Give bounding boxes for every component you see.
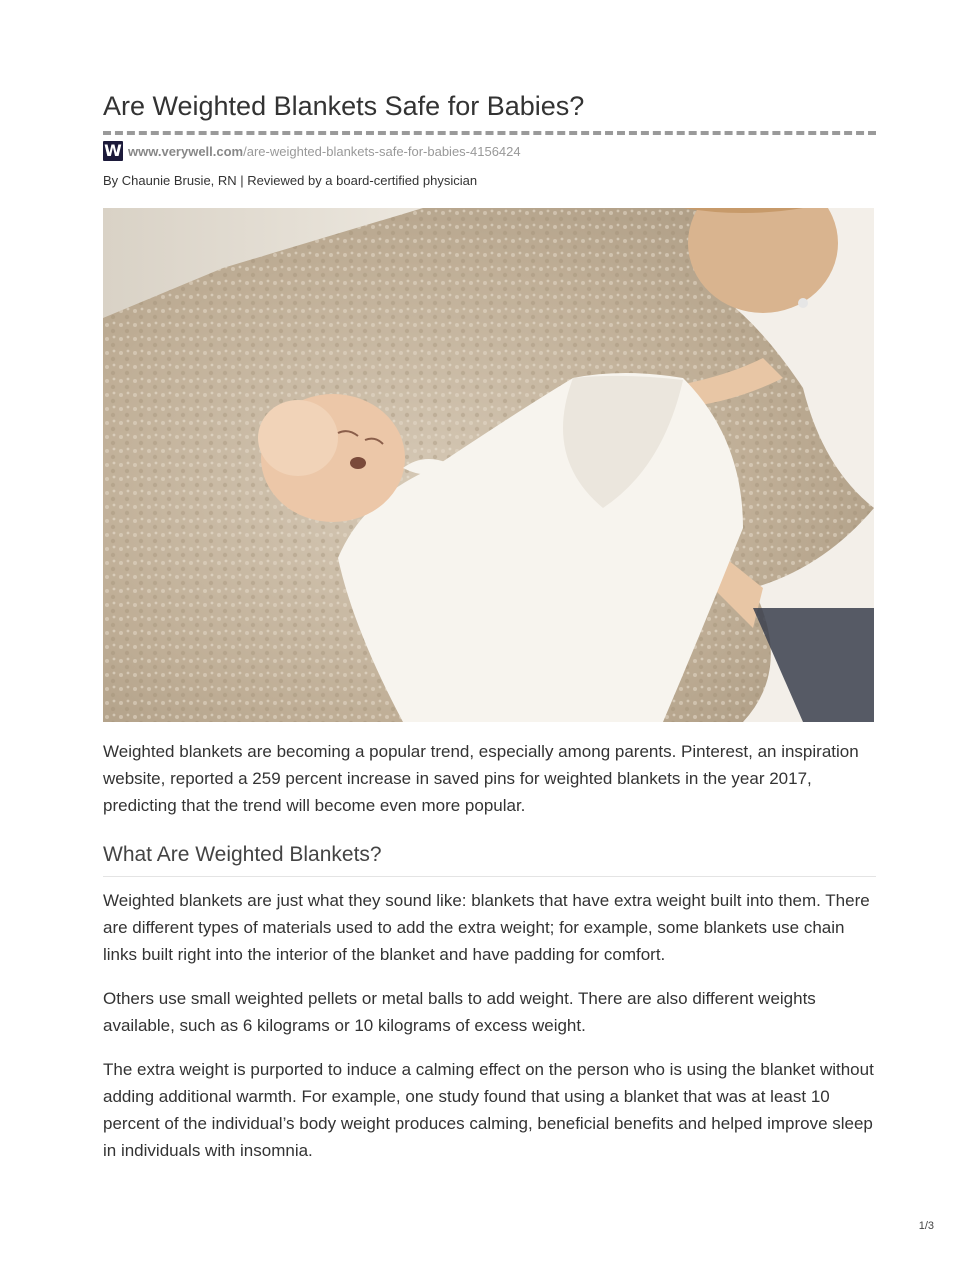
body-paragraph-2: Others use small weighted pellets or metal balls to add weight. There are also different weights available, such as 6 kilograms or 10 kilograms of excess weight. [103,989,816,1035]
page-indicator: 1/3 [918,1220,934,1232]
article-title: Are Weighted Blankets Safe for Babies? [103,91,585,121]
url-path[interactable]: /are-weighted-blankets-safe-for-babies-4156424 [243,143,521,159]
title-divider [103,131,876,135]
intro-paragraph: Weighted blankets are becoming a popular trend, especially among parents. Pinterest, an inspiration website, reported a 259 percent increase in saved pins for weighted blankets in the year 2017, predicting that the trend will become even more popular. [103,742,859,815]
body-paragraph-3: The extra weight is purported to induce a calming effect on the person who is using the blanket without adding additional warmth. For example, one study found that using a blanket that was at least 10 percent of the individual’s body weight produces calming, beneficial benefits and helped improve sleep in individuals with insomnia. [103,1060,874,1160]
section-heading: What Are Weighted Blankets? [103,843,382,866]
source-link[interactable] [103,140,521,162]
hero-image [103,208,874,722]
body-paragraph-1: Weighted blankets are just what they sound like: blankets that have extra weight built into them. There are different types of materials used to add the extra weight; for example, some blankets use chain links built right into the interior of the blanket and have padding for comfort. [103,891,870,964]
byline: By Chaunie Brusie, RN | Reviewed by a board-certified physician [103,173,478,188]
section-divider [103,876,876,877]
url-domain[interactable]: www.verywell.com [128,143,244,159]
verywell-logo-icon: W [104,141,122,160]
